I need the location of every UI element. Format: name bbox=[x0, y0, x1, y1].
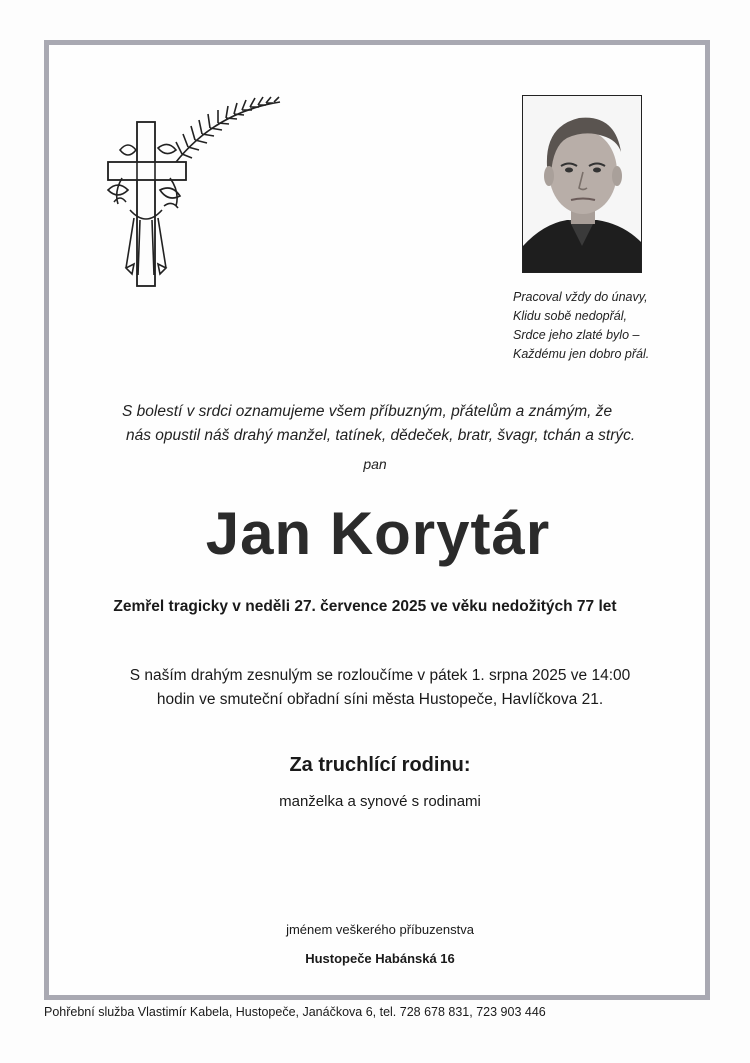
poem-line: Klidu sobě nedopřál, bbox=[513, 309, 627, 323]
family-address: Hustopeče Habánská 16 bbox=[305, 951, 455, 966]
intro-line: S bolestí v srdci oznamujeme všem příbuzným, přátelům a známým, že bbox=[122, 403, 613, 420]
funeral-service-footer: Pohřební služba Vlastimír Kabela, Hustopeče, Janáčkova 6, tel. 728 678 831, 723 903 446 bbox=[44, 1005, 546, 1019]
mourners-names: manželka a synové s rodinami bbox=[279, 793, 481, 810]
farewell-line: S naším drahým zesnulým se rozloučíme v pátek 1. srpna 2025 ve 14:00 bbox=[129, 667, 631, 684]
behalf-line: jménem veškerého příbuzenstva bbox=[286, 922, 474, 937]
poem-line: Každému jen dobro přál. bbox=[513, 347, 650, 361]
portrait-photo bbox=[522, 95, 642, 273]
mourners-heading: Za truchlící rodinu: bbox=[289, 754, 471, 776]
memorial-poem bbox=[513, 288, 703, 364]
intro-line: nás opustil náš drahý manžel, tatínek, dědeček, bratr, švagr, tchán a strýc. bbox=[126, 427, 636, 444]
poem-line: Srdce jeho zlaté bylo – bbox=[513, 328, 640, 342]
deceased-name: Jan Korytár bbox=[205, 500, 551, 567]
cross-palm-icon bbox=[100, 90, 290, 290]
poem-line: Pracoval vždy do únavy, bbox=[513, 290, 648, 304]
farewell-line: hodin ve smuteční obřadní síni města Hustopeče, Havlíčkova 21. bbox=[156, 691, 604, 708]
farewell-info bbox=[0, 664, 750, 712]
announcement-intro bbox=[110, 400, 650, 448]
title-prefix: pan bbox=[363, 456, 387, 472]
death-notice: Zemřel tragicky v neděli 27. července 2025 ve věku nedožitých 77 let bbox=[113, 598, 617, 615]
